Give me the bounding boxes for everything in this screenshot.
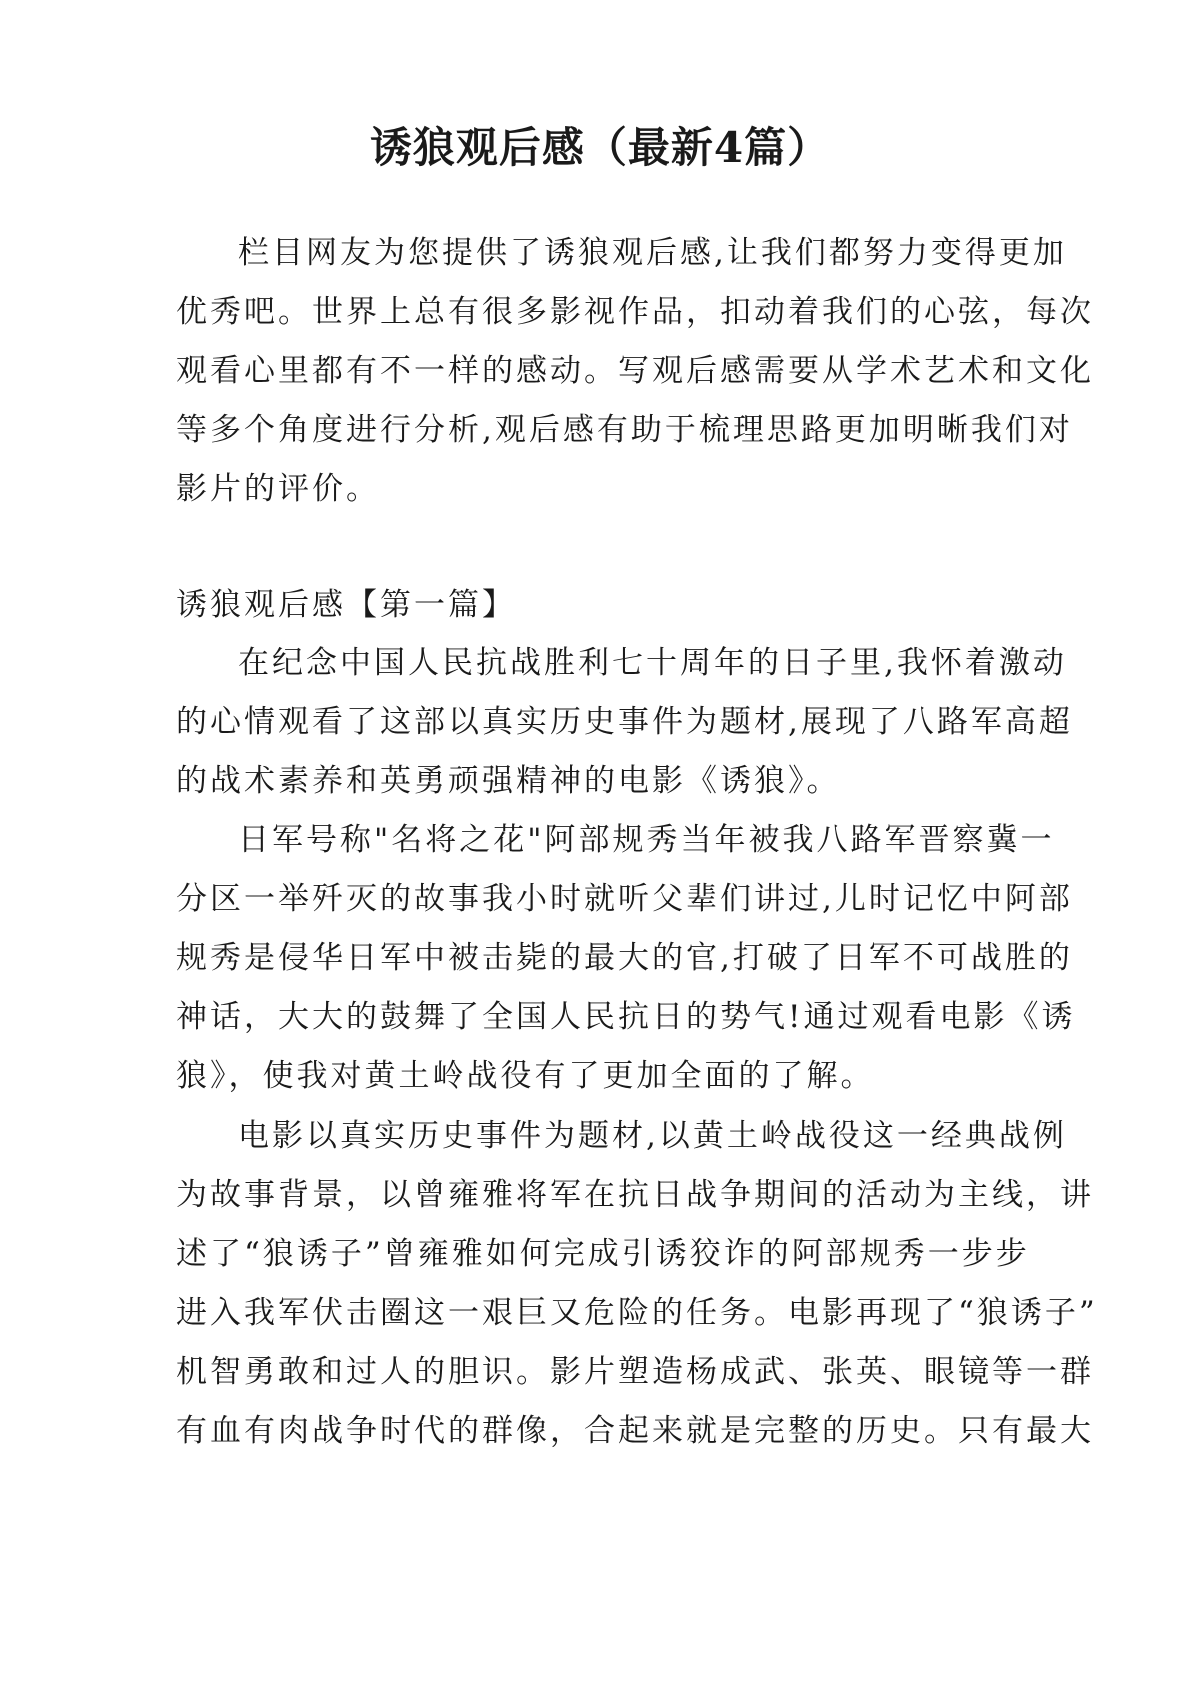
body-line: 机智勇敢和过人的胆识。影片塑造杨成武、张英、眼镜等一群 bbox=[176, 1354, 1094, 1390]
section-heading: 诱狼观后感【第一篇】 bbox=[176, 587, 516, 623]
body-line: 的心情观看了这部以真实历史事件为题材,展现了八路军高超 bbox=[176, 704, 1073, 740]
intro-line: 优秀吧。世界上总有很多影视作品，扣动着我们的心弦，每次 bbox=[176, 294, 1094, 330]
body-line: 神话，大大的鼓舞了全国人民抗日的势气!通过观看电影《诱 bbox=[176, 999, 1076, 1035]
body-line: 述了“狼诱子”曾雍雅如何完成引诱狡诈的阿部规秀一步步 bbox=[176, 1236, 1030, 1272]
intro-line: 等多个角度进行分析,观后感有助于梳理思路更加明晰我们对 bbox=[176, 412, 1073, 448]
body-line: 电影以真实历史事件为题材,以黄土岭战役这一经典战例 bbox=[238, 1118, 1067, 1154]
body-line: 日军号称"名将之花"阿部规秀当年被我八路军晋察冀一 bbox=[238, 822, 1055, 858]
intro-line: 观看心里都有不一样的感动。写观后感需要从学术艺术和文化 bbox=[176, 353, 1094, 389]
body-line: 分区一举歼灭的故事我小时就听父辈们讲过,儿时记忆中阿部 bbox=[176, 881, 1073, 917]
body-line: 规秀是侵华日军中被击毙的最大的官,打破了日军不可战胜的 bbox=[176, 940, 1073, 976]
body-line: 为故事背景，以曾雍雅将军在抗日战争期间的活动为主线，讲 bbox=[176, 1177, 1094, 1213]
body-line: 狼》，使我对黄土岭战役有了更加全面的了解。 bbox=[176, 1058, 875, 1094]
document-title: 诱狼观后感（最新4篇） bbox=[369, 123, 831, 172]
body-line: 有血有肉战争时代的群像，合起来就是完整的历史。只有最大 bbox=[176, 1413, 1094, 1449]
intro-line: 栏目网友为您提供了诱狼观后感,让我们都努力变得更加 bbox=[238, 235, 1067, 271]
body-line: 在纪念中国人民抗战胜利七十周年的日子里,我怀着激动 bbox=[238, 645, 1067, 681]
body-line: 的战术素养和英勇顽强精神的电影《诱狼》。 bbox=[176, 763, 841, 799]
body-line: 进入我军伏击圈这一艰巨又危险的任务。电影再现了“狼诱子” bbox=[176, 1295, 1098, 1331]
intro-line: 影片的评价。 bbox=[176, 471, 380, 507]
